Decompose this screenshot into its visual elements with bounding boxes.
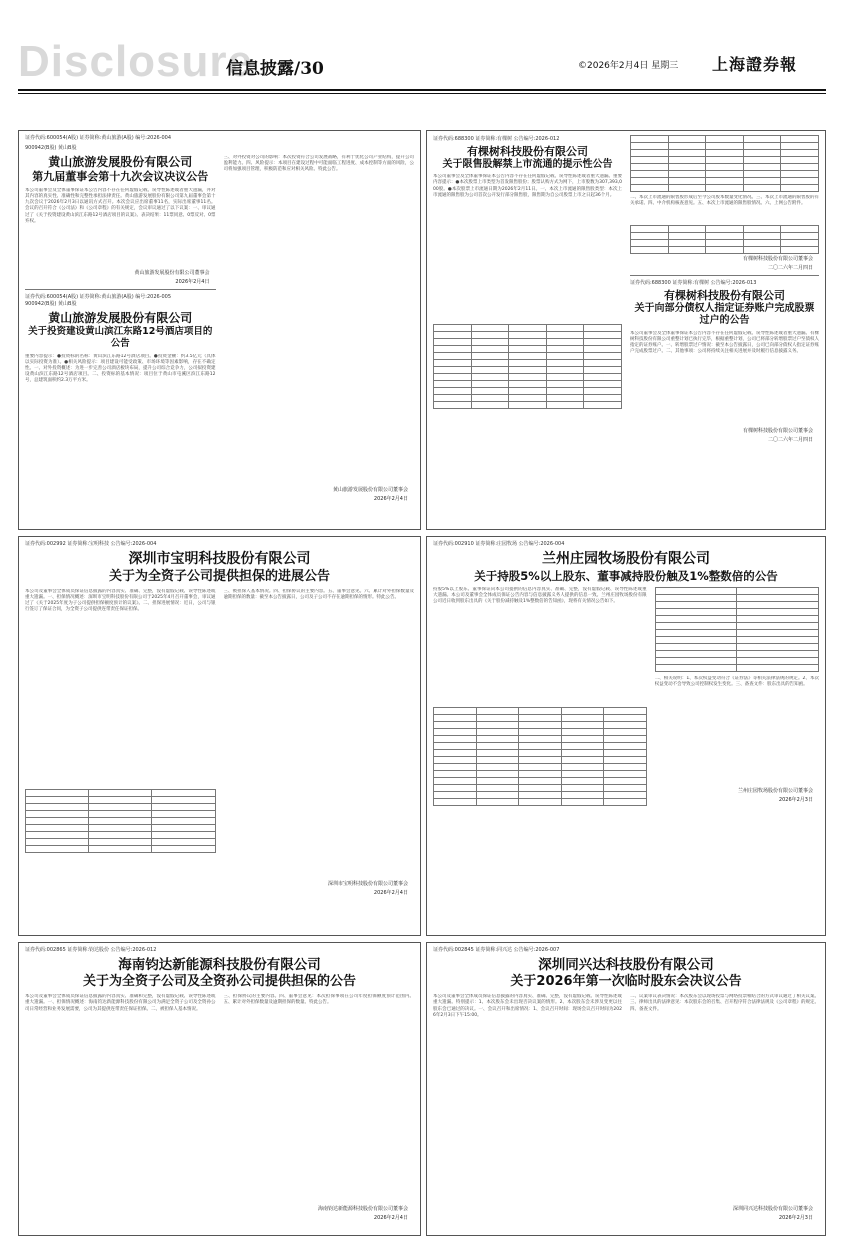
notice-company: 有棵树科技股份有限公司: [664, 289, 785, 302]
notice-company: 黄山旅游发展股份有限公司: [48, 155, 193, 169]
notice-body: 本公司及董事会全体成员保证信息披露的内容真实、准确、完整，没有虚假记载、误导性陈述或重大遗漏。特别提示：1、本次股东会未出现否决议案的情形。2、本次股东会未涉及变更以往股东会已通过的决议。一、会议召开和出席情况：1、会议召开时间：现场会议召开时间为2026年2月3日下午15:00。: [433, 994, 622, 1018]
notice-date: 二〇二六年二月四日: [767, 436, 813, 443]
notice-signature: 黄山旅游发展股份有限公司董事会: [134, 269, 210, 276]
notice-body: 本公司董事会及全体董事保证本公告内容不存在任何虚假记载、误导性陈述或者重大遗漏。有棵树科技股份有限公司重整计划已执行完毕，根据重整计划，公司已将部分转增股票过户至债权人指定的证券账户。一、转增股票过户情况：截至本公告披露日，公司已向部分债权人指定证券账户完成股票过户。二、其他事项：公司将持续关注相关进展并及时履行信息披露义务。: [630, 330, 819, 355]
notice-signature: 深圳同兴达科技股份有限公司董事会: [732, 1206, 813, 1213]
stock-line: 证券代码:688300 证券简称:有棵树 公告编号:2026-013: [630, 280, 757, 286]
lockup-table: [433, 324, 622, 409]
notice-company: 深圳市宝明科技股份有限公司: [128, 551, 311, 567]
notice-signature: 有棵树科技股份有限公司董事会: [742, 256, 813, 262]
notice-shenzhen-baoming: [18, 536, 421, 936]
notice-lanzhou-zhuangyuan: [426, 536, 826, 936]
notice-body: 三、被担保人基本情况。四、担保协议的主要内容。五、董事会意见。六、累计对外担保数量及逾期担保的数量：截至本公告披露日，公司及子公司不存在逾期担保的情形。特此公告。: [223, 588, 414, 600]
notice-body: 三、对外投资对公司的影响：本次投资符合公司发展战略，有利于优化公司产业结构，提升公司盈利能力。四、风险提示：本项目在建设过程中可能面临工程进度、成本控制等方面的风险，公司将加强项目管理，积极防范和应对相关风险。特此公告。: [223, 155, 414, 173]
notice-title: 第九届董事会第十九次会议决议公告: [32, 170, 209, 183]
notice-title: 关于为全资子公司提供担保的进展公告: [108, 568, 330, 584]
notice-body: 重要内容提示：●投资标的名称：黄山滨江东路12号酒店项目。●投资金额：约3.5亿元（具体以实际投资为准）。●相关风险提示：项目建设可能受政策、市场环境等因素影响，存在不确定性。一、对外投资概述：为进一步完善公司酒店板块布局，提升公司综合竞争力，公司拟投资建设黄山滨江东路12号酒店项目。二、投资标的基本情况：项目位于黄山市屯溪区滨江东路12号，总建筑面积约2.3万平方米。: [25, 353, 216, 384]
notice-date: 2026年2月4日: [373, 496, 408, 502]
stock-line: 证券代码:688300 证券简称:有棵树 公告编号:2026-012: [433, 136, 560, 142]
notice-body: 二、议案审议表决情况：本次股东会以现场投票与网络投票相结合的方式审议通过了相关议案。三、律师出具的法律意见：本次股东会的召集、召开程序符合法律法规及《公司章程》的规定。四、备查文件。: [630, 994, 819, 1012]
stock-line: 证券代码:600054(A股) 证券简称:黄山旅游(A股) 编号:2026-005: [25, 293, 172, 300]
stock-line: 900942(B股) 黄山B股: [25, 145, 77, 151]
notice-date: 2026年2月4日: [175, 278, 210, 285]
notice-huangshan: [18, 130, 421, 530]
notice-company: 黄山旅游发展股份有限公司: [48, 310, 193, 325]
notice-title: 关于向部分债权人指定证券账户完成股票过户的公告: [634, 302, 815, 327]
notice-signature: 深圳市宝明科技股份有限公司董事会: [327, 880, 408, 887]
header-rule-thin: [18, 93, 826, 94]
notice-signature: 海南钧达新能源科技股份有限公司董事会: [317, 1206, 408, 1213]
notice-date: 2026年2月3日: [778, 1215, 813, 1222]
stock-line: 证券代码:002910 证券简称:庄园牧场 公告编号:2026-004: [433, 541, 565, 547]
notice-title: 关于为全资子公司及全资孙公司提供担保的公告: [82, 973, 356, 989]
notice-signature: 兰州庄园牧场股份有限公司董事会: [737, 787, 813, 794]
notice-body: 本公司董事会及全体董事保证本公告内容不存在任何虚假记载、误导性陈述或者重大遗漏，并对其内容的真实性、准确性和完整性承担法律责任。黄山旅游发展股份有限公司第九届董事会第十九次会议于2026年2月3日以通讯方式召开。本次会议应出席董事11名，实际出席董事11名。会议的召开符合《公司法》和《公司章程》的有关规定，会议审议通过了以下议案：一、审议通过了《关于投资建设黄山滨江东路12号酒店项目的议案》。表决结果：11票同意、0票反对、0票弃权。: [25, 187, 216, 224]
notice-company: 海南钧达新能源科技股份有限公司: [118, 957, 321, 973]
stock-line: 证券代码:002992 证券简称:宝明科技 公告编号:2026-004: [25, 541, 157, 547]
notice-body: 本公司董事会及全体董事保证本公告内容不存在任何虚假记载、误导性陈述或者重大遗漏。重要内容提示：●本次股票上市类型为首发限售股份；股票认购方式为网下，上市股数为307,393,000股。●本次股票上市流通日期为2026年2月11日。一、本次上市流通的限售股类型：本次上市流通的限售股为公司首次公开发行部分限售股，限售期为自公司股票上市之日起36个月。: [433, 174, 622, 198]
stock-line: 证券代码:002865 证券简称:钧达股份 公告编号:2026-012: [25, 947, 157, 953]
notice-body: 二、本次上市流通的限售股形成后至今公司股本数量变化情况。三、本次上市流通的限售股的有关承诺。四、中介机构核查意见。五、本次上市流通的限售股情况。六、上网公告附件。: [630, 195, 819, 207]
stock-line: 证券代码:600054(A股) 证券简称:黄山旅游(A股) 编号:2026-004: [25, 135, 172, 141]
notice-body: 二、相关说明：1、本次权益变动符合《证券法》等相关法律法规的规定。2、本次权益变动不会导致公司控制权发生变化。三、备查文件：股东出具的告知函。: [654, 675, 819, 688]
masthead: [0, 0, 843, 120]
notice-body: 本公司及董事会全体成员保证信息披露的内容真实、准确和完整，没有虚假记载、误导性陈述或重大遗漏。一、担保情况概述：海南钧达新能源科技股份有限公司为满足全资子公司及全资孙公司日常经营和业务发展需要，公司为其提供连带责任保证担保。二、被担保人基本情况。: [25, 994, 216, 1012]
notice-company: 有棵树科技股份有限公司: [467, 145, 588, 158]
notice-date: 2026年2月4日: [373, 889, 408, 896]
financial-table: [25, 789, 216, 853]
notice-title: 关于限售股解禁上市流通的提示性公告: [442, 158, 613, 170]
notice-date: 2026年2月4日: [373, 1215, 408, 1222]
section-label: 信息披露/30: [226, 59, 324, 79]
notice-company: 兰州庄园牧场股份有限公司: [542, 551, 710, 567]
issue-date: ©2026年2月4日 星期三: [578, 61, 679, 71]
notice-body: 三、担保协议的主要内容。四、董事会意见：本次担保事项在公司年度担保额度预计范围内。五、累计对外担保数量及逾期担保的数量。特此公告。: [223, 994, 414, 1006]
notice-date: 2026年2月3日: [778, 796, 813, 803]
notice-hainan-junda: [18, 942, 421, 1236]
notice-signature: 有棵树科技股份有限公司董事会: [742, 427, 813, 434]
newspaper-name: 上海證券報: [712, 55, 798, 74]
header-rule: [18, 89, 826, 91]
summary-table: [630, 225, 819, 254]
brand-disclosure: Disclosure: [18, 37, 253, 86]
change-table: [655, 587, 819, 672]
notice-title: 关于持股5%以上股东、董事减持股份触及1%整数倍的公告: [474, 568, 778, 583]
notice-company: 深圳同兴达科技股份有限公司: [538, 957, 714, 973]
notice-shenzhen-tongxingda: [426, 942, 826, 1236]
notice-title: 关于投资建设黄山滨江东路12号酒店项目的公告: [28, 325, 213, 349]
notice-date: 二〇二六年二月四日: [767, 265, 813, 271]
notice-youke-lockup: [426, 130, 826, 530]
shareholder-table: [630, 135, 819, 192]
notice-body: 持股5%以上股东、董事保证向本公司提供的信息内容真实、准确、完整，没有虚假记载、误导性陈述或重大遗漏。本公司及董事会全体成员保证公告内容与信息披露义务人提供的信息一致。兰州庄园牧场股份有限公司近日收到股东出具的《关于股份减持触及1%整数倍的告知函》，现将有关情况公告如下。: [433, 586, 647, 605]
notice-signature: 黄山旅游发展股份有限公司董事会: [332, 487, 408, 493]
notice-body: 本公司及董事会全体成员保证信息披露的内容真实、准确、完整，没有虚假记载、误导性陈述或重大遗漏。一、担保情况概述：深圳市宝明科技股份有限公司于2025年4月召开董事会，审议通过了《关于2025年度为子公司提供担保额度预计的议案》。二、担保进展情况：近日，公司与银行签订了保证合同，为全资子公司提供连带责任保证担保。: [25, 588, 216, 613]
shareholding-table: [433, 707, 647, 806]
stock-line: 900942(B股) 黄山B股: [25, 300, 77, 307]
notice-title: 关于2026年第一次临时股东会决议公告: [510, 973, 742, 989]
stock-line: 证券代码:002845 证券简称:同兴达 公告编号:2026-007: [433, 947, 560, 953]
